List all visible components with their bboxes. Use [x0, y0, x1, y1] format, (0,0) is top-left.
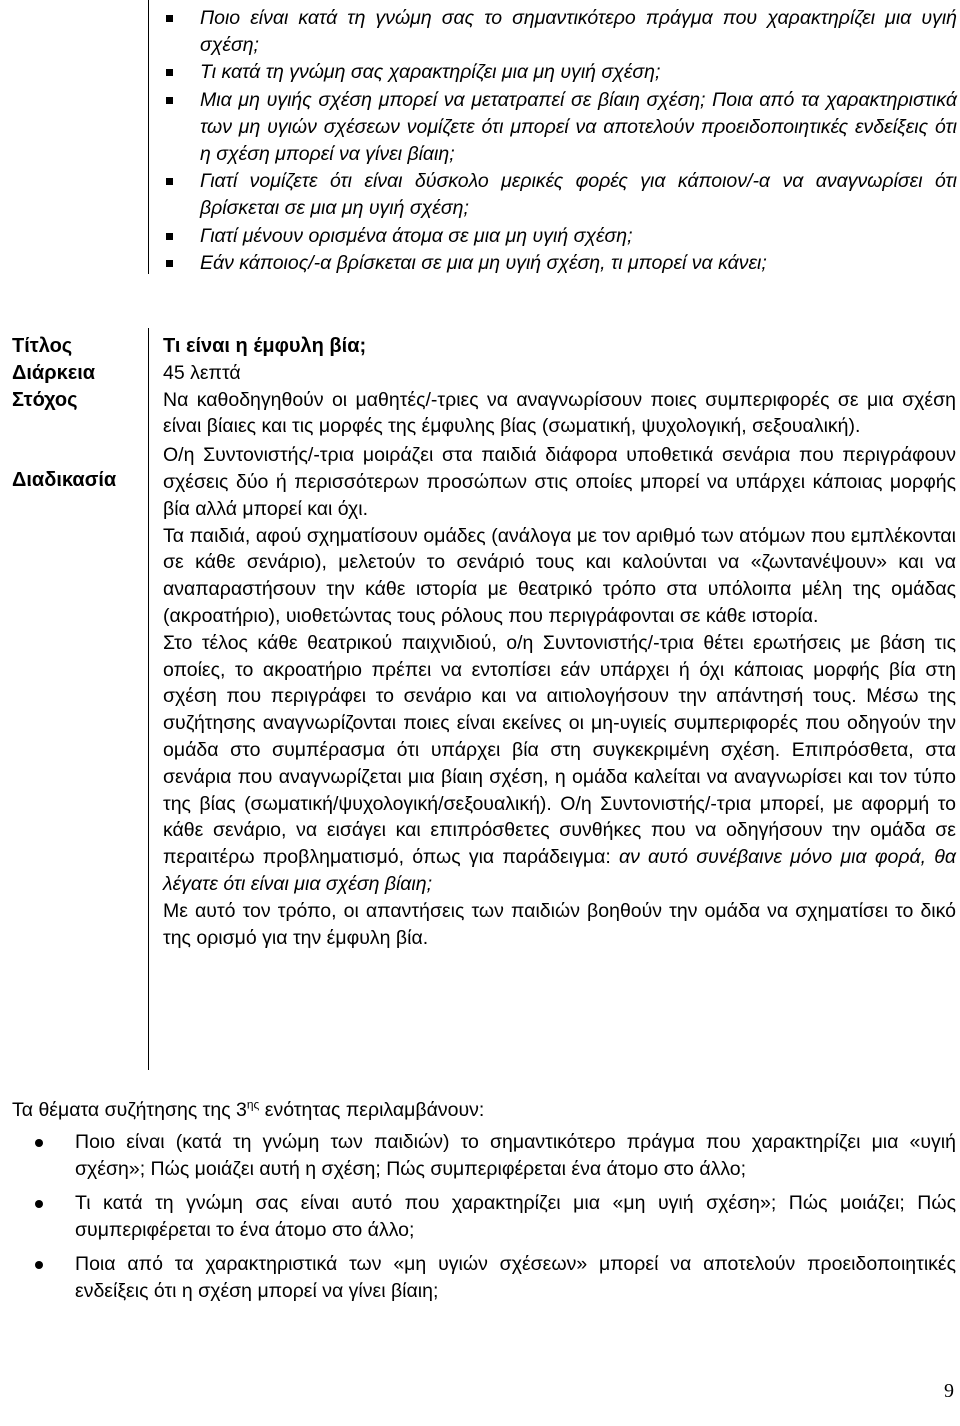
question-item: Τι κατά τη γνώμη σας χαρακτηρίζει μια μη υγιή σχέση;: [149, 59, 957, 86]
example-question: αν αυτό συνέβαινε μόνο μια φορά, θα λέγατε ότι είναι μια σχέση βίαιη;: [163, 846, 956, 895]
discussion-intro: Τα θέματα συζήτησης της $3^{\eta\varsigma}$ ενότητας περιλαμβάνουν:: [12, 1097, 485, 1121]
question-item: Γιατί νομίζετε ότι είναι δύσκολο μερικές φορές για κάποιον/-α να αναγνωρίσει ότι βρίσκεται σε μια μη υγιή σχέση;: [149, 168, 957, 222]
discussion-section: [12, 1097, 956, 1312]
question-item: Γιατί μένουν ορισμένα άτομα σε μια μη υγιή σχέση;: [149, 223, 957, 250]
procedure-paragraph: Με αυτό τον τρόπο, οι απαντήσεις των παιδιών βοηθούν την ομάδα να σχηματίσει το δικό της ορισμό για την έμφυλη βία.: [163, 899, 956, 949]
round-bullet-icon: [35, 1261, 43, 1269]
question-item: Εάν κάποιος/-α βρίσκεται σε μια μη υγιή σχέση, τι μπορεί να κάνει;: [149, 250, 957, 277]
square-bullet-icon: [166, 97, 173, 104]
square-bullet-icon: [166, 69, 173, 76]
square-bullet-icon: [166, 260, 173, 267]
square-bullet-icon: [166, 15, 173, 22]
procedure-paragraph: Στο τέλος κάθε θεατρικού παιχνιδιού, ο/η Συντονιστής/-τρια θέτει ερωτήσεις με βάση τις οποίες, το ακροατήριο πρέπει να εντοπίσει εάν υπάρχει ή όχι κάποιας μορφής βία στη σχέση που περιγράφει το σενάριο και να αιτιολογήσουν την απάντησή τους. Μέσω της συζήτησης αναγνωρίζονται ποιες είναι εκείνες οι μη-υγιείς συμπεριφορές που οδηγούν την ομάδα στο συμπέρασμα ότι υπάρχει βία στη συγκεκριμένη σχέση. Επιπρόσθετα, στα σενάρια που αναγνωρίζεται μια βίαιη σχέση, η ομάδα καλείται να αναγνωρίσει και τον τύπο της βίας (σωματική/ψυχολογική/σεξουαλική). Ο/η Συντονιστής/-τρια μπορεί, με αφορμή το κάθε σενάριο, να εισάγει και επιπρόσθετες συνθήκες που να οδηγήσουν την ομάδα σε περαιτέρω προβληματισμό, όπως για παράδειγμα: αν αυτό συνέβαινε μόνο μια φορά, θα λέγατε ότι είναι μια σχέση βίαιη;: [163, 631, 956, 895]
square-bullet-icon: [166, 178, 173, 185]
round-bullet-icon: [35, 1139, 43, 1147]
label-duration: Διάρκεια: [12, 362, 96, 384]
label-goal: Στόχος: [12, 389, 78, 411]
label-procedure: Διαδικασία: [12, 469, 117, 491]
discussion-item: Τι κατά τη γνώμη σας είναι αυτό που χαρακτηρίζει μια «μη υγιή σχέση»; Πώς μοιάζει; Πώς συμπεριφέρεται το ένα άτομο στο άλλο;: [12, 1190, 956, 1244]
discussion-list: [12, 1129, 956, 1305]
question-item: Μια μη υγιής σχέση μπορεί να μετατραπεί σε βίαιη σχέση; Ποια από τα χαρακτηριστικά των μη υγιών σχέσεων νομίζετε ότι μπορεί να αποτελούν προειδοποιητικές ενδείξεις ότι η σχέση μπορεί να γίνει βίαιη;: [149, 87, 957, 169]
page-number: 9: [944, 1380, 954, 1402]
table-divider: [148, 328, 149, 1070]
question-list: [148, 0, 957, 274]
activity-content: [163, 328, 956, 951]
activity-duration: 45 λεπτά: [163, 361, 241, 384]
activity-title: Τι είναι η έμφυλη βία;: [163, 335, 367, 357]
discussion-item: Ποια από τα χαρακτηριστικά των «μη υγιών σχέσεων» μπορεί να αποτελούν προειδοποιητικές ενδείξεις ότι η σχέση μπορεί να γίνει βίαιη;: [12, 1251, 956, 1305]
square-bullet-icon: [166, 233, 173, 240]
round-bullet-icon: [35, 1200, 43, 1208]
question-item: Ποιο είναι κατά τη γνώμη σας το σημαντικότερο πράγμα που χαρακτηρίζει μια υγιή σχέση;: [149, 5, 957, 59]
activity-goal: Να καθοδηγηθούν οι μαθητές/-τριες να αναγνωρίσουν ποιες συμπεριφορές σε μια σχέση είναι βίαιες και τις μορφές της έμφυλης βίας (σωματική, ψυχολογική, σεξουαλική).: [163, 388, 956, 438]
procedure-paragraph: Τα παιδιά, αφού σχηματίσουν ομάδες (ανάλογα με τον αριθμό των ατόμων που εμπλέκονται σε κάθε σενάριο), μελετούν το σενάριό τους και καλούνται να «ζωντανέψουν» και να αναπαραστήσουν την κάθε ιστορία με θεατρικό τρόπο στα υπόλοιπα μέλη της ομάδας (ακροατήριο), υιοθετώντας τους ρόλους που περιγράφονται σε κάθε ιστορία.: [163, 524, 956, 627]
discussion-item: Ποιο είναι (κατά τη γνώμη των παιδιών) το σημαντικότερο πράγμα που χαρακτηρίζει μια «υγιή σχέση»; Πώς μοιάζει αυτή η σχέση; Πώς συμπεριφέρεται ένα άτομο στο άλλο;: [12, 1129, 956, 1183]
procedure-paragraph: Ο/η Συντονιστής/-τρια μοιράζει στα παιδιά διάφορα υποθετικά σενάρια που περιγράφουν σχέσεις δύο ή περισσότερων προσώπων στις οποίες μπορεί να υπάρχει κάποιας μορφής βία αλλά μπορεί και όχι.: [163, 444, 956, 520]
label-title: Τίτλος: [12, 335, 73, 357]
